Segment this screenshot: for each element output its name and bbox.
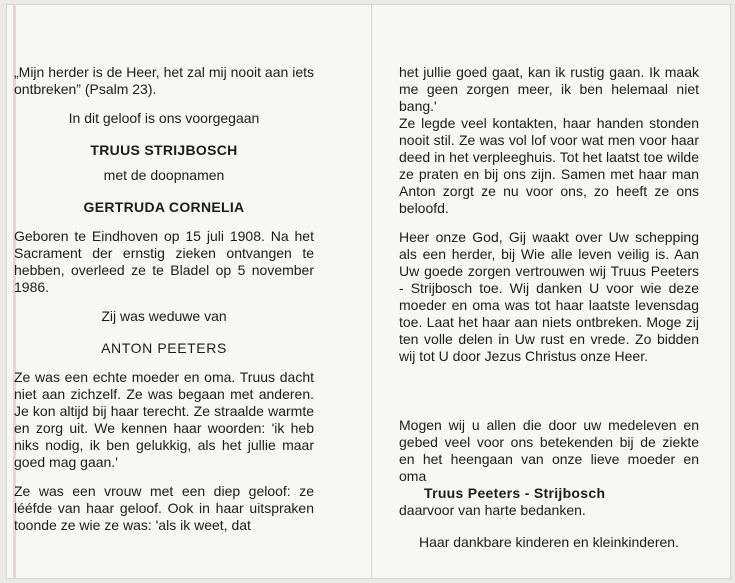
family-line: Haar dankbare kinderen en kleinkinderen.: [419, 534, 679, 550]
signer-name: Truus Peeters - Strijbosch: [424, 485, 606, 501]
life-paragraph-1: Ze was een echte moeder en oma. Truus dacht niet aan zichzelf. Ze was begaan met anderen. Je kon altijd bij haar terecht. Ze straalde warmte en zorg uit. We kennen haar woorden: 'ik heb niks nodig, ik ben gelukkig, als het jullie maar goed mag gaan.': [14, 369, 314, 470]
left-page: [14, 64, 314, 534]
deceased-name: TRUUS STRIJBOSCH: [90, 142, 238, 158]
psalm-quote: „Mijn herder is de Heer, het zal mij nooit aan iets ontbreken” (Psalm 23).: [14, 64, 314, 97]
husband-name: ANTON PEETERS: [101, 340, 227, 356]
faith-line: In dit geloof is ons voorgegaan: [68, 110, 260, 126]
thanks-close: daarvoor van harte bedanken.: [399, 502, 586, 518]
baptism-names: GERTRUDA CORNELIA: [83, 199, 245, 215]
card-fold: [371, 4, 372, 579]
birth-death-text: Geboren te Eindhoven op 15 juli 1908. Na het Sacrament der ernstig zieken ontvangen te hebben, overleed ze te Bladel op 5 november 1986.: [14, 228, 314, 295]
widow-line: Zij was weduwe van: [101, 308, 227, 324]
prayer-text: Heer onze God, Gij waakt over Uw schepping als een herder, bij Wie alle leven veilig is. Aan Uw goede zorgen vertrouwen wij Truus Peeters - Strijbosch toe. Wij danken U voor wie deze moeder en oma was tot haar laatste levensdag toe. Laat het haar aan niets ontbreken. Moge zij ten volle delen in Uw rust en vrede. Zo bidden wij tot U door Jezus Christus onze Heer.: [399, 229, 699, 364]
life-paragraph-4: Ze legde veel kontakten, haar handen stonden nooit stil. Ze was vol lof voor wat men voor haar deed in het verpleeghuis. Tot het laatst toe wilde ze praten en bij ons zijn. Samen met haar man Anton zorgt ze nu voor ons, zo heeft ze ons beloofd.: [399, 115, 699, 216]
right-page: [399, 64, 699, 551]
life-paragraph-2: Ze was een vrouw met een diep geloof: ze lééfde van haar geloof. Ook in haar uitspraken toonde ze wie ze was: 'als ik weet, dat: [14, 483, 314, 533]
baptism-line: met de doopnamen: [103, 167, 225, 183]
life-paragraph-3: het jullie goed gaat, kan ik rustig gaan. Ik maak me geen zorgen meer, ik ben helemaal niet bang.': [399, 64, 699, 114]
thanks-text: Mogen wij u allen die door uw medeleven en gebed veel voor ons betekenden bij de ziekte en het heengaan van onze lieve moeder en oma: [399, 417, 699, 484]
